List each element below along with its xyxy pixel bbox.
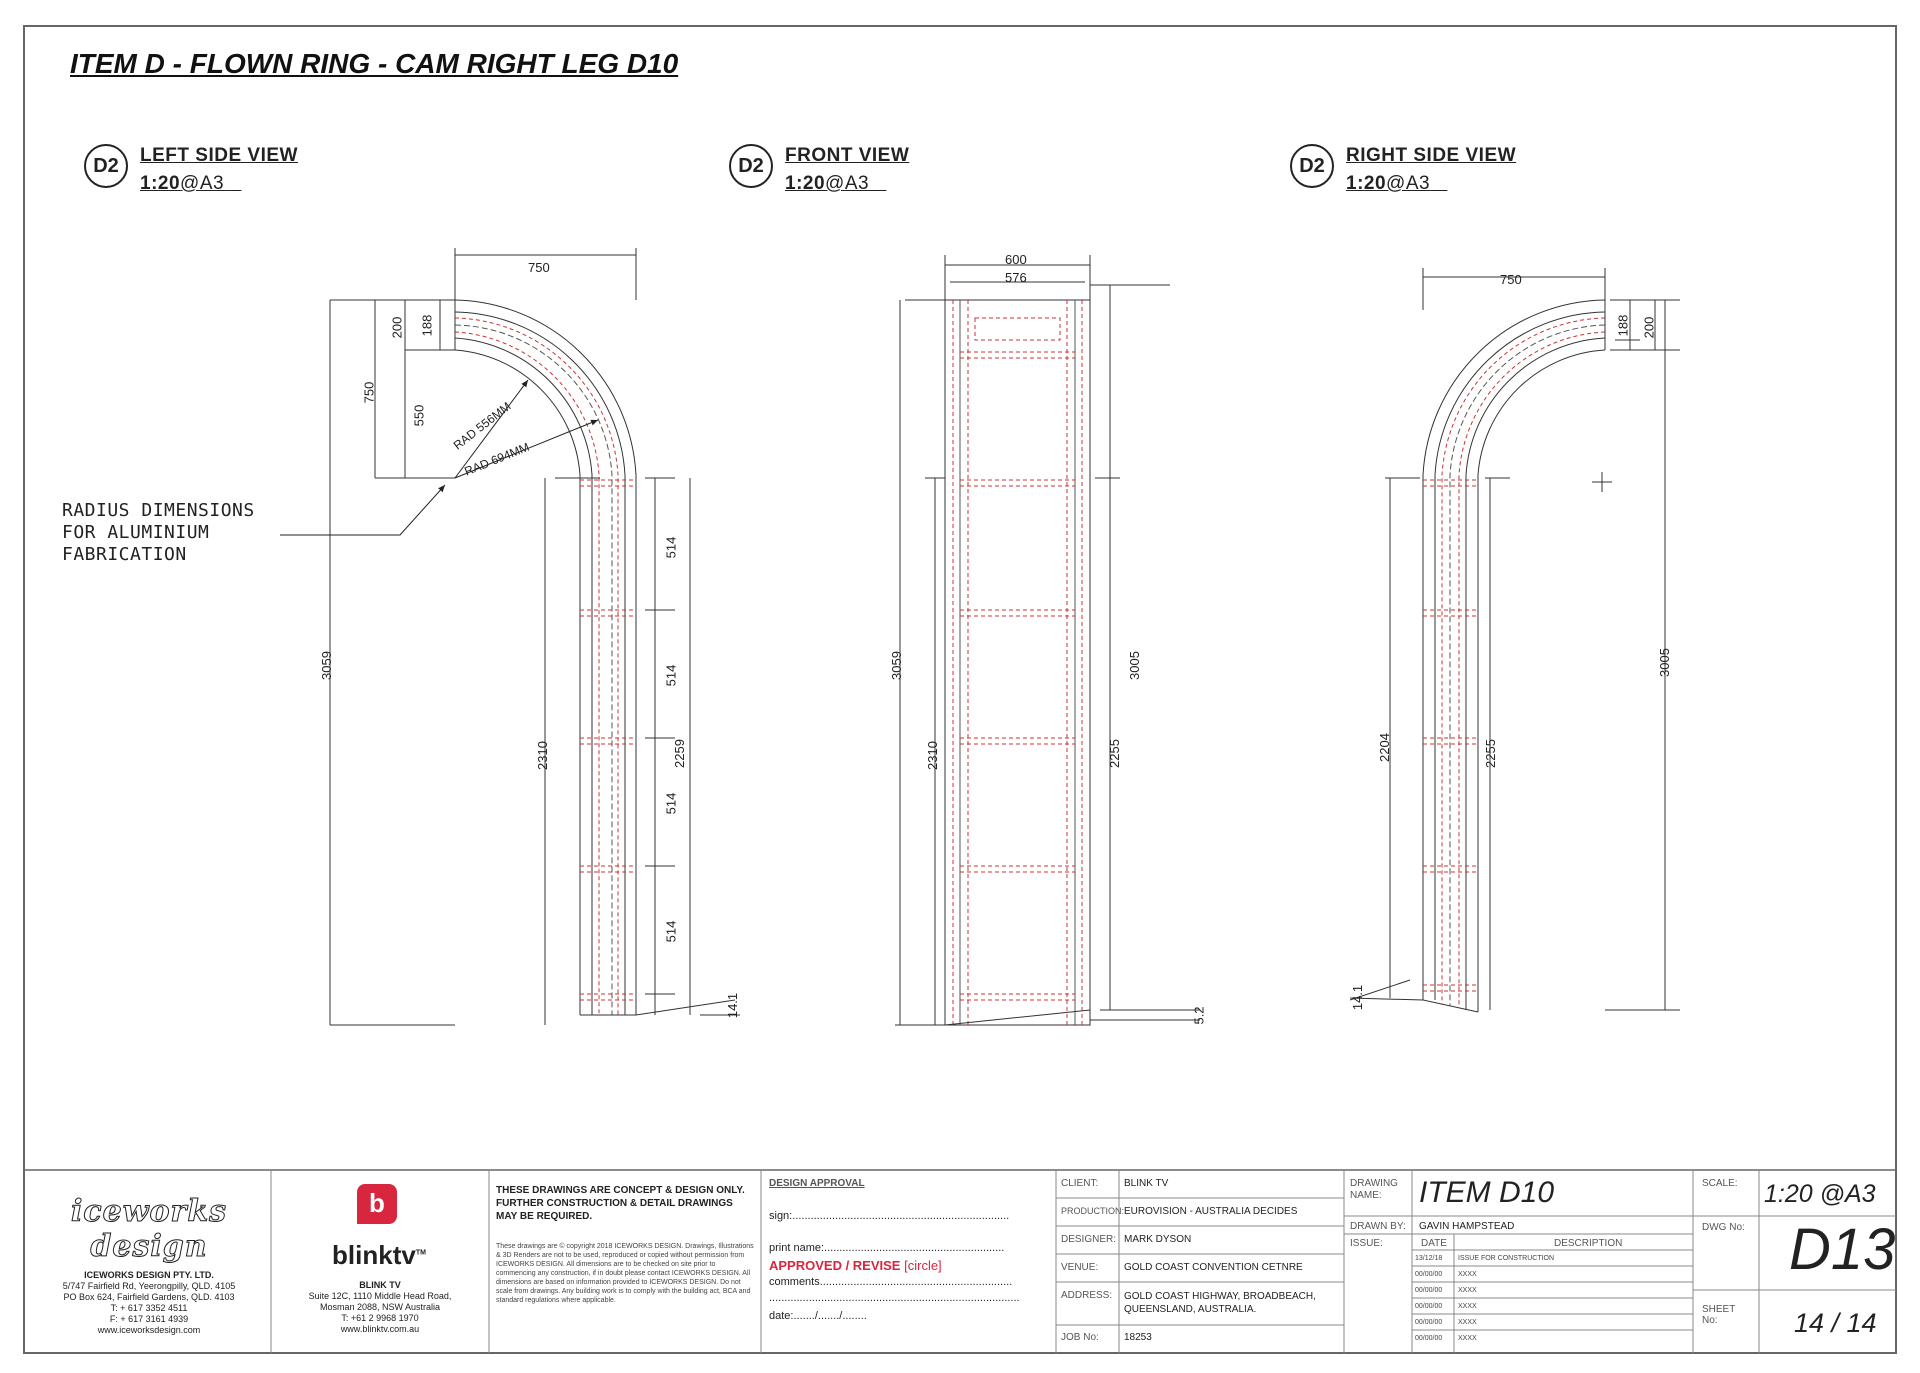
issue-date: 13/12/18 (1415, 1255, 1443, 1262)
title-block (24, 1170, 1896, 1353)
project-label-designer: DESIGNER: (1061, 1234, 1117, 1245)
issue-date: 00/00/00 (1415, 1271, 1443, 1278)
view-tag-left: D2 (84, 144, 128, 188)
view-header-right (1346, 142, 1516, 198)
iceworks-logo: iceworks design (70, 1194, 228, 1264)
dim-front-576: 576 (1005, 270, 1027, 285)
issue-date: 00/00/00 (1415, 1303, 1443, 1310)
view-tag-front: D2 (729, 144, 773, 188)
issue-description: XXXX (1458, 1319, 1477, 1326)
view-tag-right: D2 (1290, 144, 1334, 188)
view-title-front: FRONT VIEW (785, 145, 910, 166)
issue-date-header: DATE (1421, 1238, 1447, 1249)
drawn-by: GAVIN HAMPSTEAD (1419, 1221, 1515, 1232)
issue-date: 00/00/00 (1415, 1319, 1443, 1326)
approval-dots: .................................................................................. (769, 1292, 1020, 1304)
dim-front-600: 600 (1005, 252, 1027, 267)
blinktv-mark-icon: b (357, 1184, 397, 1224)
project-value-designer: MARK DYSON (1124, 1234, 1192, 1245)
dim-right-2255: 2255 (1482, 739, 1498, 768)
view-title-right: RIGHT SIDE VIEW (1346, 145, 1517, 166)
project-label-venue: VENUE: (1061, 1262, 1099, 1273)
project-value-job: 18253 (1124, 1332, 1152, 1343)
project-value-production: EUROVISION - AUSTRALIA DECIDES (1124, 1206, 1298, 1217)
project-value-address: GOLD COAST HIGHWAY, BROADBEACH, QUEENSLAND, AUSTRALIA. (1124, 1291, 1316, 1315)
radius-annotation: RADIUS DIMENSIONS FOR ALUMINIUM FABRICATION (62, 500, 255, 565)
view-scale-left: 1:20@A3 (140, 173, 225, 194)
issue-description: XXXX (1458, 1303, 1477, 1310)
sheet-number: 14 / 14 (1794, 1308, 1877, 1338)
dwg-label: DWG No: (1702, 1222, 1745, 1233)
front-view-drawing (895, 255, 1200, 1025)
project-value-venue: GOLD COAST CONVENTION CETNRE (1124, 1262, 1303, 1273)
dim-left-188: 188 (419, 314, 435, 337)
left-side-view-drawing (280, 248, 740, 1025)
approval-heading: DESIGN APPROVAL (769, 1178, 865, 1189)
blinktv-wordmark: blinktv™ (332, 1240, 426, 1270)
drawing-name-label: DRAWING NAME: (1350, 1178, 1398, 1201)
dim-right-750: 750 (1500, 272, 1522, 287)
dim-left-tilt: 14.1 (725, 992, 741, 1019)
dim-front-2310: 2310 (924, 741, 940, 770)
disclaimer-heading: THESE DRAWINGS ARE CONCEPT & DESIGN ONLY. FURTHER CONSTRUCTION & DETAIL DRAWINGS MAY BE REQUIRED. (496, 1185, 745, 1222)
project-label-production: PRODUCTION: (1061, 1206, 1124, 1216)
dim-right-200: 200 (1641, 316, 1657, 339)
scale-label: SCALE: (1702, 1178, 1738, 1189)
dim-left-514-a: 514 (663, 536, 679, 559)
dim-left-514-c: 514 (663, 792, 679, 815)
approval-status: APPROVED / REVISE [circle] (769, 1258, 942, 1273)
dim-left-750v: 750 (361, 381, 377, 404)
dim-left-2259: 2259 (671, 739, 687, 768)
issue-description: XXXX (1458, 1271, 1477, 1278)
drawing-name: ITEM D10 (1419, 1176, 1555, 1209)
dim-right-188: 188 (1615, 314, 1631, 337)
view-header-front (785, 142, 909, 198)
issue-description: ISSUE FOR CONSTRUCTION (1458, 1255, 1555, 1262)
project-label-client: CLIENT: (1061, 1178, 1099, 1189)
dim-left-3059: 3059 (318, 651, 334, 680)
sheet-label: SHEET No: (1702, 1304, 1736, 1326)
view-scale-front: 1:20@A3 (785, 173, 870, 194)
issue-description: XXXX (1458, 1335, 1477, 1342)
sheet-title: ITEM D - FLOWN RING - CAM RIGHT LEG D10 (70, 48, 679, 79)
project-value-client: BLINK TV (1124, 1178, 1169, 1189)
approval-comments: comments............................................................... (769, 1276, 1013, 1288)
issue-desc-header: DESCRIPTION (1554, 1238, 1623, 1249)
dim-front-3005: 3005 (1126, 651, 1142, 680)
dim-left-2310: 2310 (534, 741, 550, 770)
dim-left-200: 200 (389, 316, 405, 339)
project-label-job: JOB No: (1061, 1332, 1099, 1343)
dim-front-tilt: 5.2 (1191, 1006, 1207, 1025)
dim-left-rad1: RAD 556MM (450, 399, 514, 453)
dim-right-tilt: 14.1 (1350, 984, 1366, 1011)
client-details: BLINK TV Suite 12C, 1110 Middle Head Road, Mosman 2088, NSW Australia T: +61 2 9968 1970 www.blinktv.com.au (308, 1280, 452, 1334)
issue-date: 00/00/00 (1415, 1335, 1443, 1342)
dwg-number: D13 (1789, 1217, 1896, 1282)
view-scale-right: 1:20@A3 (1346, 173, 1431, 194)
approval-print-name: print name:........................................................... (769, 1242, 1005, 1254)
dim-left-750: 750 (528, 260, 550, 275)
view-title-left: LEFT SIDE VIEW (140, 145, 298, 166)
issue-label: ISSUE: (1350, 1238, 1383, 1249)
dim-front-3059: 3059 (888, 651, 904, 680)
issue-date: 00/00/00 (1415, 1287, 1443, 1294)
approval-sign: sign:....................................................................... (769, 1210, 1010, 1222)
scale-value: 1:20 @A3 (1764, 1180, 1876, 1208)
drawn-by-label: DRAWN BY: (1350, 1221, 1406, 1232)
disclaimer-body: These drawings are © copyright 2018 ICEWORKS DESIGN. Drawings, Illustrations & 3D Renders are not to be used, reproduced or copied without permission from ICEWORKS DESIGN. All dimensions are to be checked on site prior to commencing any construction, if in doubt please contact ICEWORKS DESIGN. All dimensions are based on information provided to ICEWORKS DESIGN. Do not scale from drawings. Any building work is to comply with the building act, BCA and standard regulations where applicable. (496, 1243, 754, 1304)
dim-right-2204: 2204 (1376, 733, 1392, 762)
project-label-address: ADDRESS: (1061, 1290, 1113, 1301)
view-header-left (140, 142, 298, 198)
approval-date: date:......./......./........ (769, 1310, 867, 1322)
company-details: ICEWORKS DESIGN PTY. LTD. 5/747 Fairfield Rd, Yeerongpilly, QLD. 4105 PO Box 624, Fairfield Gardens, QLD. 4103 T: + 617 3352 4511 F: + 617 3161 4939 www.iceworksdesign.com (62, 1270, 236, 1335)
dim-left-550: 550 (411, 404, 427, 427)
dim-left-514-b: 514 (663, 664, 679, 687)
dim-left-514-d: 514 (663, 920, 679, 943)
issue-description: XXXX (1458, 1287, 1477, 1294)
dim-right-3005: 3005 (1656, 648, 1672, 677)
dim-left-rad2: RAD 694MM (462, 439, 532, 479)
dim-front-2255: 2255 (1106, 739, 1122, 768)
right-side-view-drawing (1350, 268, 1680, 1012)
